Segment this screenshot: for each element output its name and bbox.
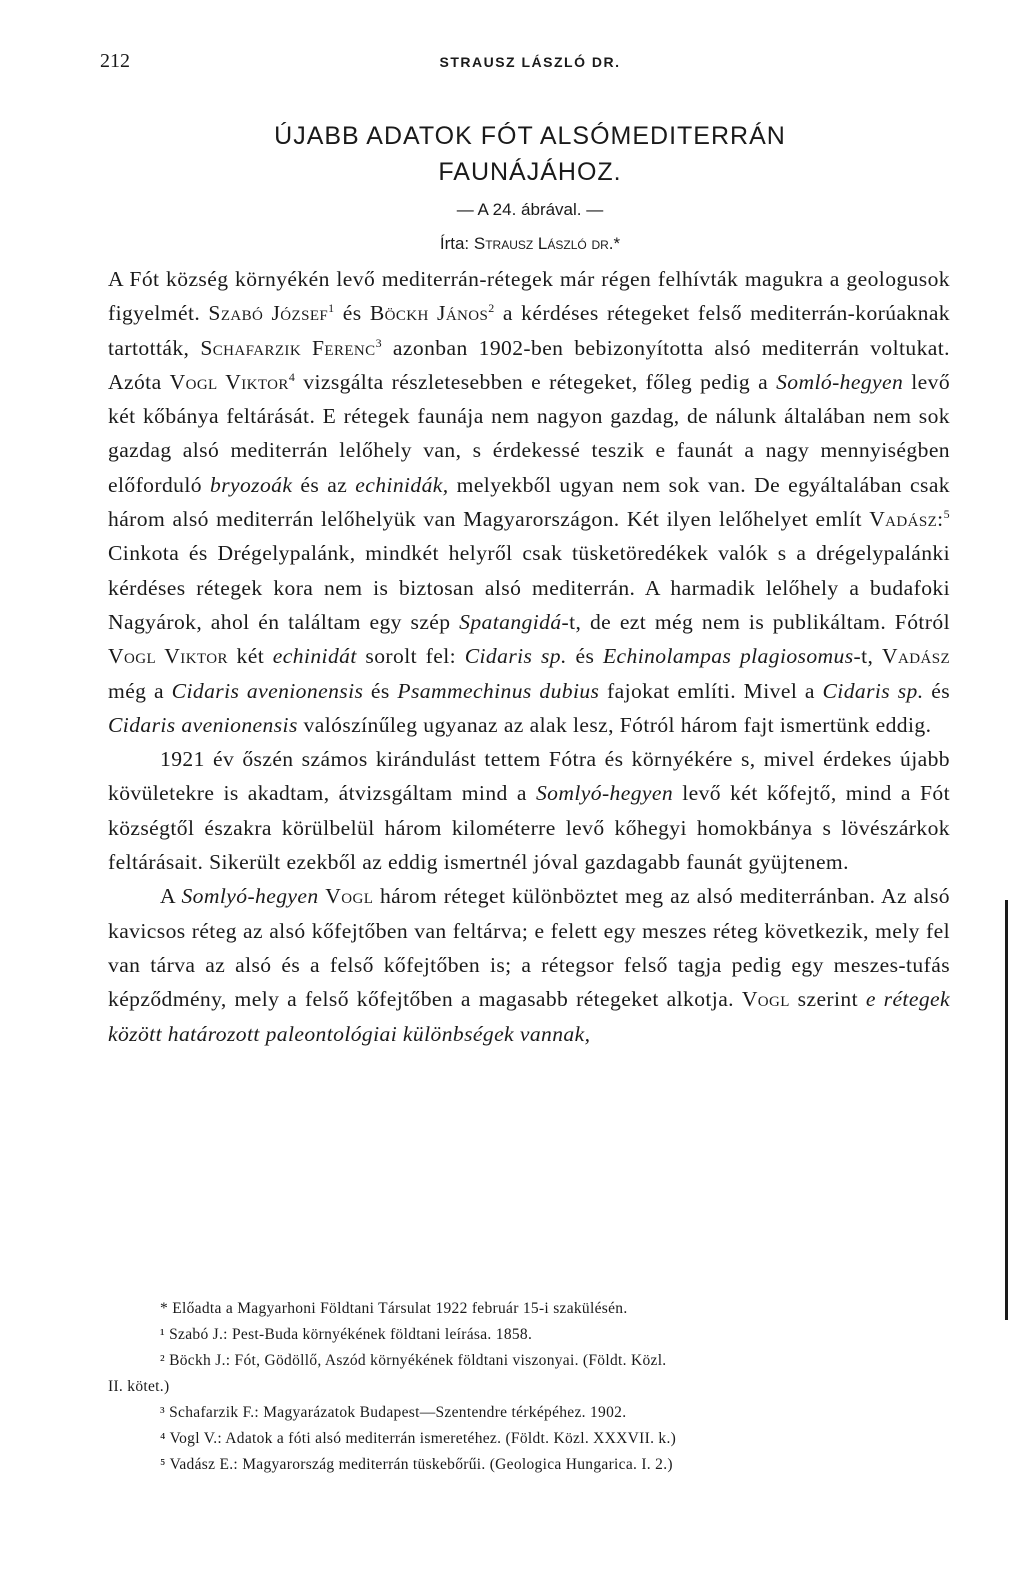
footnote-ref: 3 (375, 335, 382, 350)
title-line-2: FAUNÁJÁHOZ. (438, 158, 622, 186)
text-run: fajokat említi. Mivel a (599, 678, 823, 703)
author-citation: Vogl Viktor (169, 369, 289, 394)
text-run: szerint (789, 987, 866, 1012)
paragraph-2 (108, 742, 950, 879)
footnote-2-cont: II. kötet.) (108, 1378, 170, 1395)
text-run: és (566, 644, 603, 669)
paragraph-1 (108, 262, 950, 742)
italic-term: Cidaris sp. (822, 678, 924, 703)
italic-term: e rétegek között határozott paleontológiai különbségek vannak, (108, 987, 950, 1046)
italic-term: Cidaris avenionensis (108, 712, 298, 737)
text-run: a kérdéses rétegeket felső mediterrán-korúaknak tartották, (108, 301, 951, 360)
author-name: Strausz László dr.* (473, 234, 621, 253)
text-run: melyekből ugyan nem sok van. De egyáltalában csak három alsó mediterrán lelőhelyük van Magyarországon. Két ilyen lelőhelyet említ (108, 472, 951, 532)
text-run: két (227, 644, 273, 669)
footnote-ref: 2 (488, 301, 495, 316)
text-run: és (363, 678, 398, 703)
italic-term: Somlyó-hegyen (535, 781, 674, 806)
article-body (108, 262, 950, 1051)
text-run: valószínűleg ugyanaz az alak lesz, Fótról három fajt ismertünk eddig. (297, 712, 932, 737)
italic-term: Cidaris sp. (464, 644, 567, 669)
italic-term: Spatangidá (459, 609, 562, 634)
author-citation: Vadász: (869, 507, 944, 532)
text-run: A (160, 884, 182, 909)
author-citation: Vogl (741, 987, 790, 1012)
page-number: 212 (100, 50, 130, 72)
figure-note: — A 24. ábrával. — (456, 200, 604, 219)
running-head: STRAUSZ LÁSZLÓ DR. (439, 54, 621, 70)
italic-term: bryozoák (210, 472, 293, 497)
text-run: és (334, 301, 370, 326)
article-title (100, 118, 960, 190)
footnote-1: ¹ Szabó J.: Pest-Buda környékének földtani leírása. 1858. (160, 1326, 533, 1343)
footnotes (108, 1296, 950, 1478)
text-run: három réteget különböztet meg az alsó mediterránban. Az alsó kavicsos réteg az alsó kőfejtőben van feltárva; e felett egy meszes réteg következik, mely fel van tárva az alsó és a felső kőfejtőben is; a rétegsor felső tagja pedig egy meszes-tufás képződmény, mely a felső kőfejtőben a magasabb rétegeket alkotja. (108, 884, 950, 1012)
footnote-ref: 4 (288, 369, 296, 384)
text-run: még a (108, 678, 172, 703)
paragraph-3 (108, 879, 950, 1050)
italic-term: Echinolampas plagiosomus (602, 644, 854, 669)
page-header (100, 50, 960, 74)
author-citation: Szabó József (208, 301, 329, 326)
italic-term: Somló-hegyen (776, 369, 904, 394)
footnote-4: ⁴ Vogl V.: Adatok a fóti alsó mediterrán ismeretéhez. (Földt. Közl. XXXVII. k.) (160, 1430, 677, 1447)
margin-mark (1005, 900, 1008, 1320)
footnote-2: ² Böckh J.: Fót, Gödöllő, Aszód környékének földtani viszonyai. (Földt. Közl. (160, 1352, 667, 1369)
author-line (100, 234, 960, 254)
text-run: és az (292, 472, 356, 497)
text-run: levő két kőfejtő, mind a Fót községtől északra körülbelül három kilométerre levő kőhegyi homokbánya s lövészárkok feltárásait. Sikerült ezekből az eddig ismertnél jóval gazdagabb faunát gyüjtenem. (108, 781, 950, 875)
italic-term: echinidát (272, 644, 357, 669)
text-run: 1921 év őszén számos kirándulást tettem Fótra és környékére s, mivel érdekes újabb kövületekre is akadtam, átvizsgáltam mind a (108, 747, 950, 806)
author-citation: Böckh János (369, 301, 489, 326)
footnote-5: ⁵ Vadász E.: Magyarország mediterrán tüskebőrűi. (Geologica Hungarica. I. 2.) (160, 1456, 673, 1473)
text-run: Cinkota és Drégelypalánk, mindkét helyről csak tüsketöredékek valók s a drégelypalánki kérdéses rétegek kora nem is biztosan alsó mediterrán. A harmadik lelőhely a budafoki Nagyárok, ahol én találtam egy szép (108, 541, 950, 634)
footnote-ref: 5 (943, 506, 950, 521)
italic-term: Cidaris avenionensis (171, 678, 364, 703)
author-citation: Schafarzik Ferenc (200, 335, 376, 360)
footnote-3: ³ Schafarzik F.: Magyarázatok Budapest—Szentendre térképéhez. 1902. (160, 1404, 627, 1421)
author-citation: Vadász (882, 644, 951, 669)
italic-term: Somlyó-hegyen (181, 884, 319, 909)
text-run: és (923, 678, 950, 703)
title-line-1: ÚJABB ADATOK FÓT ALSÓMEDITERRÁN (274, 122, 786, 150)
italic-term: Psammechinus dubius (397, 678, 600, 703)
text-run: levő két kőbánya feltárását. E rétegek faunája nem nagyon gazdag, de nálunk általában nem sok gazdag alsó mediterrán lelőhely van, s érdekessé teszik e faunát a nagy mennyiségben előforduló (108, 369, 951, 497)
text-run: -t, (853, 644, 883, 669)
text-run: azonban 1902-ben bebizonyította alsó mediterrán voltukat. Azóta (108, 335, 950, 394)
text-run: -t, de ezt még nem is publikáltam. Fótról (561, 609, 950, 634)
author-citation: Vogl (325, 884, 374, 909)
author-citation: Vogl Viktor (108, 644, 228, 669)
italic-term: echinidák, (355, 472, 449, 497)
footnote-ref: 1 (328, 301, 335, 316)
footnote-star: * Előadta a Magyarhoni Földtani Társulat 1922 február 15-i szakülésén. (160, 1300, 628, 1317)
text-run: sorolt fel: (356, 644, 465, 669)
text-run: A Fót község környékén levő mediterrán-rétegek már régen felhívták magukra a geologusok figyelmét. (108, 267, 950, 326)
author-prefix: Írta: (439, 234, 474, 253)
text-run: vizsgálta részletesebben e rétegeket, főleg pedig a (295, 369, 777, 394)
